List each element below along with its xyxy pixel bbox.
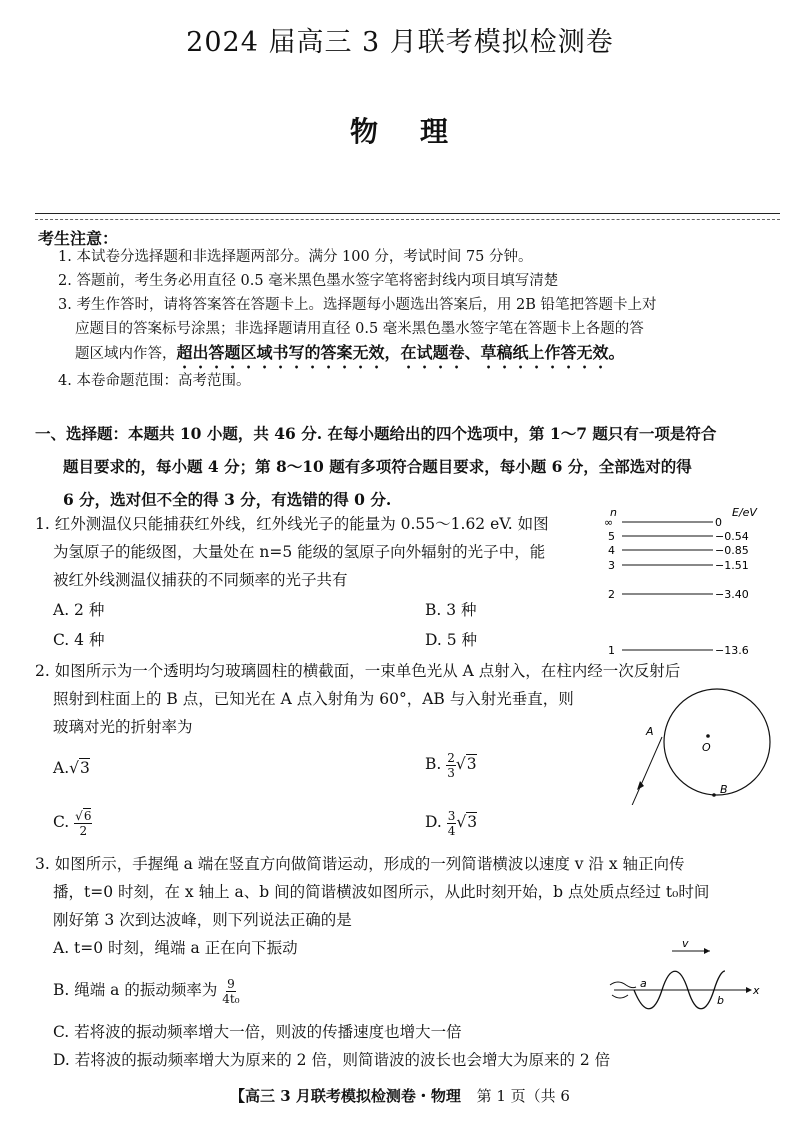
notice-item-2: 2. 答题前，考生务必用直径 0.5 毫米黑色墨水签字笔将密封线内项目填写清楚: [58, 273, 559, 289]
glass-cylinder-diagram: [610, 685, 785, 805]
level-4: [608, 544, 749, 557]
subject-title: 物理: [349, 115, 490, 148]
energy-level-diagram: [600, 500, 790, 665]
notice-item-3-line-1: 3. 考生作答时，请将答案答在答题卡上。选择题每小题选出答案后，用 2B 铅笔把答题卡上对: [58, 297, 657, 313]
level-2-n: 2: [608, 588, 615, 601]
sqrt-symbol: √: [455, 755, 466, 773]
label-b: B: [720, 783, 728, 796]
q1-option-b: B. 3 种: [425, 601, 477, 619]
q2-option-d-numerator: 3: [447, 808, 456, 823]
q1-line-3: 被红外线测温仪捕获的不同频率的光子共有: [53, 571, 348, 589]
q2-option-c-fraction: [74, 809, 92, 838]
q2-line-2: 照射到柱面上的 B 点，已知光在 A 点入射角为 60°，AB 与入射光垂直，则: [53, 690, 574, 708]
q2-option-b-prefix: B.: [425, 755, 442, 773]
level-inf-n: ∞: [604, 516, 614, 529]
q2-option-d-fraction: [447, 809, 457, 838]
divider-top: [35, 213, 780, 214]
level-inf: [604, 516, 722, 529]
label-a: A: [646, 725, 654, 738]
notice-emphasis: 超出答题区域书写的答案无效，在试题卷、草稿纸上作答无效。: [176, 343, 625, 362]
notice-item-4: 4. 本卷命题范围：高考范围。: [58, 373, 251, 389]
label-v: v: [682, 937, 689, 950]
level-5: [608, 530, 749, 543]
label-a: a: [640, 977, 647, 990]
level-1: [608, 644, 749, 657]
center-point: [706, 734, 710, 738]
exam-title: 2024 届高三 3 月联考模拟检测卷: [186, 27, 614, 58]
label-x: x: [753, 984, 760, 997]
level-4-n: 4: [608, 544, 615, 557]
divider-dashed: [35, 219, 780, 220]
q1-line-1: 1. 红外测温仪只能捕获红外线，红外线光子的能量为 0.55～1.62 eV. 如图: [35, 515, 549, 533]
q3-line-2: 播，t=0 时刻，在 x 轴上 a、b 间的简谐横波如图所示，从此时刻开始，b 点处质点经过 t₀时间: [53, 883, 710, 901]
q2-option-c-radicand: 6: [83, 808, 92, 823]
axis-arrow-icon: [746, 987, 752, 993]
notice-item-3-line-3: [75, 341, 795, 372]
q1-option-a: A. 2 种: [53, 601, 105, 619]
notice-item-3-line-2: 应题目的答案标号涂黑；非选择题请用直径 0.5 毫米黑色墨水签字笔在答题卡上各题的答: [75, 321, 644, 337]
q1-line-2: 为氢原子的能级图，大量处在 n=5 能级的氢原子向外辐射的光子中，能: [53, 543, 546, 561]
q3-option-a: A. t=0 时刻，绳端 a 正在向下振动: [53, 939, 298, 957]
q3-line-3: 刚好第 3 次到达波峰，则下列说法正确的是: [53, 911, 352, 929]
q3-option-b: [53, 976, 240, 1006]
q2-option-b-radicand: 3: [466, 755, 477, 773]
arrow-right-icon: [704, 948, 710, 954]
q2-option-b: [425, 750, 477, 780]
q2-option-d-prefix: D.: [425, 813, 442, 831]
q3-option-b-prefix: B. 绳端 a 的振动频率为: [53, 981, 218, 999]
point-b: [712, 793, 716, 797]
incident-ray: [630, 737, 662, 805]
label-o: O: [702, 741, 711, 754]
q3-option-c: C. 若将波的振动频率增大一倍，则波的传播速度也增大一倍: [53, 1023, 462, 1041]
q2-option-a-prefix: A.: [53, 759, 70, 777]
page-footer: [0, 1085, 800, 1106]
q2-option-d: [425, 808, 477, 838]
label-b: b: [717, 994, 724, 1007]
level-3: [608, 559, 749, 572]
level-5-e: −0.54: [715, 530, 749, 543]
q2-option-c-numerator: √6: [75, 808, 92, 823]
arrowhead-icon: [637, 781, 644, 790]
q3-line-1: 3. 如图所示，手握绳 a 端在竖直方向做简谐运动，形成的一列简谐横波以速度 v 沿 x 轴正向传: [35, 855, 685, 873]
q2-option-b-numerator: 2: [447, 750, 455, 765]
notice-item-3-line-3a: 题区域内作答，: [75, 346, 177, 362]
energy-e-axis-label: E/eV: [732, 506, 757, 519]
level-1-n: 1: [608, 644, 615, 657]
wave-diagram: [600, 935, 770, 1015]
level-4-e: −0.85: [715, 544, 749, 557]
footer-page: 第 1 页（共 6: [476, 1087, 570, 1105]
level-3-n: 3: [608, 559, 615, 572]
q2-option-a-radicand: 3: [80, 759, 90, 777]
q2-option-b-denominator: 3: [447, 765, 455, 780]
cylinder-cross-section: [664, 689, 770, 795]
q2-option-d-radicand: 3: [467, 813, 478, 831]
q2-option-a: [53, 754, 90, 782]
level-3-e: −1.51: [715, 559, 749, 572]
q2-option-c: [53, 808, 92, 838]
sqrt-symbol: √: [69, 759, 80, 777]
footer-title: 【高三 3 月联考模拟检测卷・物理: [230, 1087, 461, 1105]
section-1-line-2: 题目要求的，每小题 4 分；第 8～10 题有多项符合题目要求，每小题 6 分，全部选对的得: [63, 457, 692, 476]
level-1-e: −13.6: [715, 644, 749, 657]
notice-heading: 考生注意：: [38, 229, 119, 248]
q2-option-c-prefix: C.: [53, 813, 70, 831]
q1-option-d: D. 5 种: [425, 631, 478, 649]
section-1-line-1: 一、选择题：本题共 10 小题，共 46 分. 在每小题给出的四个选项中，第 1～7 题只有一项是符合: [35, 424, 717, 443]
q2-line-1: 2. 如图所示为一个透明均匀玻璃圆柱的横截面，一束单色光从 A 点射入，在柱内经一次反射后: [35, 662, 681, 680]
section-1-line-3: 6 分，选对但不全的得 3 分，有选错的得 0 分.: [63, 490, 392, 509]
q3-option-b-fraction: [222, 977, 239, 1006]
q2-line-3: 玻璃对光的折射率为: [53, 718, 193, 736]
q3-option-b-numerator: 9: [227, 976, 235, 991]
level-inf-e: 0: [715, 516, 722, 529]
notice-item-1: 1. 本试卷分选择题和非选择题两部分。满分 100 分，考试时间 75 分钟。: [58, 249, 533, 265]
q3-option-d: D. 若将波的振动频率增大为原来的 2 倍，则简谐波的波长也会增大为原来的 2 倍: [53, 1051, 611, 1069]
q2-option-c-denominator: 2: [79, 823, 88, 838]
energy-n-axis-label: n: [610, 506, 617, 519]
q2-option-b-fraction: [446, 751, 456, 780]
q3-option-b-denominator: 4t₀: [222, 991, 240, 1006]
q2-option-d-denominator: 4: [447, 823, 456, 838]
q1-option-c: C. 4 种: [53, 631, 105, 649]
level-2: [608, 588, 749, 601]
level-5-n: 5: [608, 530, 615, 543]
sqrt-symbol: √: [456, 813, 467, 831]
level-2-e: −3.40: [715, 588, 749, 601]
